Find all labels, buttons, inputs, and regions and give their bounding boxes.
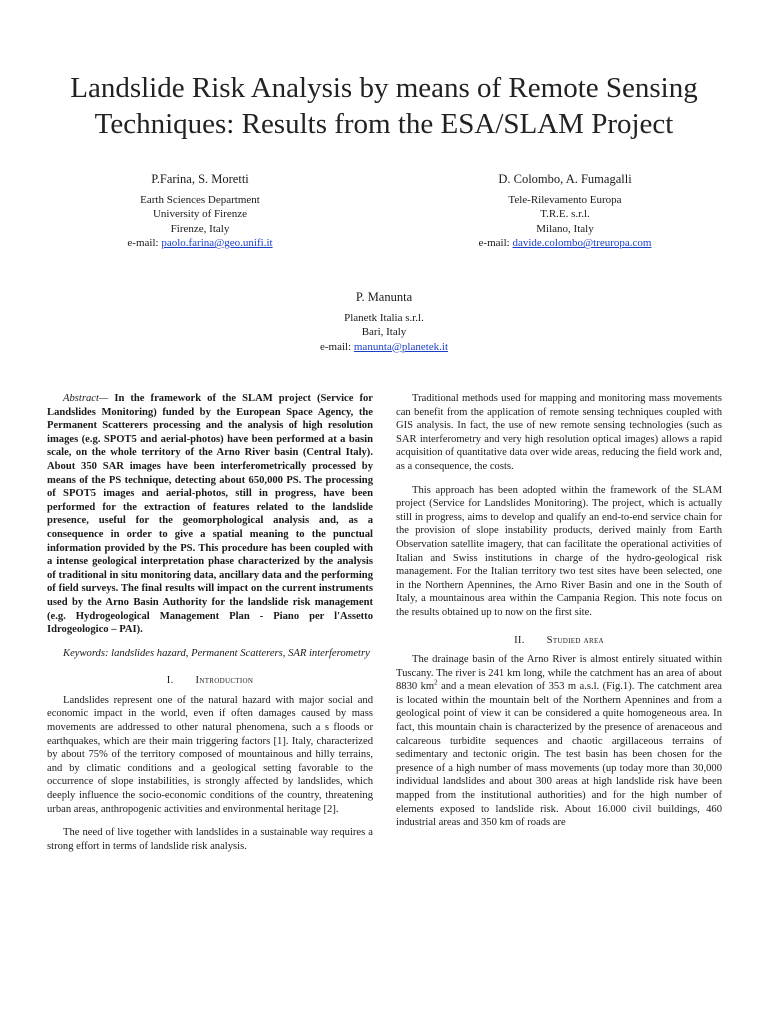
abstract-lead: Abstract— bbox=[63, 393, 109, 404]
author-block-farina bbox=[90, 172, 310, 251]
right-column bbox=[396, 392, 722, 830]
author-names: P.Farina, S. Moretti bbox=[151, 172, 249, 186]
section-heading-studied-area bbox=[396, 634, 722, 648]
email-link[interactable]: davide.colombo@treuropa.com bbox=[512, 237, 652, 249]
author-affiliation-line: Bari, Italy bbox=[361, 326, 407, 338]
author-affiliation-line: University of Firenze bbox=[152, 208, 248, 220]
author-names: P. Manunta bbox=[355, 290, 413, 304]
author-affiliation-line: Firenze, Italy bbox=[170, 222, 230, 235]
left-column bbox=[47, 392, 373, 853]
text-run: The drainage basin of the Arno River is almost entirely situated within Tuscany. The river is 241 km long, while the catchment has an area of about 8830 km bbox=[396, 654, 722, 693]
email-link[interactable]: paolo.farina@geo.unifi.it bbox=[161, 237, 273, 249]
section-number: II. bbox=[514, 634, 525, 646]
author-email-line bbox=[455, 236, 675, 251]
author-block-colombo bbox=[455, 172, 675, 251]
email-label: e-mail: bbox=[127, 237, 159, 249]
abstract bbox=[47, 392, 373, 637]
author-names: D. Colombo, A. Fumagalli bbox=[498, 172, 632, 186]
body-paragraph: Traditional methods used for mapping and monitoring mass movements can benefit from the application of remote sensing techniques coupled with GIS analysis. In fact, the use of new remote sensing technologies (such as SAR interferometry and very high resolution optical images) allows a rapid acquisition of quantitative data over wide areas, reducing the field work and, as a consequence, the costs. bbox=[396, 393, 722, 472]
author-affiliation-line: Tele-Rilevamento Europa bbox=[508, 193, 622, 206]
body-paragraph bbox=[396, 653, 722, 830]
author-email-line bbox=[90, 236, 310, 251]
author-affiliation-line: Earth Sciences Department bbox=[140, 193, 260, 206]
email-link[interactable]: manunta@planetek.it bbox=[353, 340, 449, 353]
body-paragraph: This approach has been adopted within the framework of the SLAM project (Service for Landslides Monitoring). The project, which is actually still in progress, aims to develop and qualify an end-to-end service chain for the provision of slope instability products, derived mainly from Earth Observation satellite imagery, that can facilitate the operational activities of Italian and Swiss institutions in charge of the hydro-geological risk management. For the Italian territory two test sites have been selected, one in the Northern Apennines, the Arno River Basin and one in the South of Italy, a mountainous area within the Campania Region. This note focus on the results obtained up to now on the first site. bbox=[396, 484, 722, 618]
body-paragraph: Landslides represent one of the natural hazard with major social and economic impact in the world, even if often damages caused by mass movements are addressed to other natural phenomena, such a s floods or earthquakes, which are their main triggering factors [1]. Italy, characterized by about 75% of the territory composed of mountainous and hilly terrains, and by climatic conditions and a geological setting favorable to the occurrence of slope instabilities, is strongly affected by landslides, which deeply influence the socio-economic conditions of the country, threatening urban areas, anthropogenic activities and environmental heritage [2]. bbox=[47, 694, 373, 815]
author-affiliation-line: T.R.E. s.r.l. bbox=[540, 208, 590, 220]
section-title: Studied area bbox=[546, 634, 604, 646]
author-affiliation-line: Planetk Italia s.r.l. bbox=[344, 311, 424, 324]
section-number: I. bbox=[166, 675, 174, 687]
section-title: Introduction bbox=[195, 675, 254, 687]
email-label: e-mail: bbox=[478, 237, 510, 249]
email-label: e-mail: bbox=[319, 340, 352, 353]
body-paragraph: The need of live together with landslides in a sustainable way requires a strong effort in terms of landslide risk analysis. bbox=[47, 827, 373, 852]
section-heading-introduction bbox=[47, 674, 373, 688]
paper-title: Landslide Risk Analysis by means of Remote Sensing Techniques: Results from the ESA/SLAM Project bbox=[70, 72, 698, 140]
author-block-manunta bbox=[274, 290, 494, 354]
keywords: Keywords: landslides hazard, Permanent Scatterers, SAR interferometry bbox=[63, 647, 370, 659]
author-affiliation-line: Milano, Italy bbox=[536, 222, 594, 235]
text-run: and a mean elevation of 353 m a.s.l. (Fig.1). The catchment area is located within the mountain belt of the Northern Apennines and from a geological point of view it can be considered a quite homogeneous area. In fact, this mountain chain is characterized by the presence of arenaceous and calcareous turbidite sequences and chaotic argillaceous terrains of sedimentary and tectonic origin. The test basin has been chosen for the presence of a high number of mass movements (up today more than 30,000 individual landslides and about 300 areas at high landslide risk have been mapped from the institutional authorities) and for the high number of elements exposed to landslide risk. About 16.000 civil buildings, 460 industrial areas and 350 km of roads are bbox=[396, 681, 723, 829]
author-email-line bbox=[274, 340, 494, 355]
abstract-body: In the framework of the SLAM project (Service for Landslides Monitoring) funded by the European Space Agency, the Permanent Scatterers processing and the analysis of high resolution images (e.g. SPOT5 and aerial-photos) have been performed at a basin scale, on the whole territory of the Arno River basin (Central Italy). About 350 SAR images have been interferometrically processed by means of the PS technique, detecting about 650,000 PS. The processing of SPOT5 images and aerial-photos, still in progress, have been performed for the extraction of features related to the landslide presence, useful for the geomorphological analysis and, as a consequence in order to give a spatial meaning to the punctual information provided by the PS. This procedure has been coupled with a intense geological interpretation phase characterized by the analysis of traditional in situ monitoring data, ancillary data and the performing of field surveys. The final results will impact on the current instruments used by the Arno Basin Authority for the landslide risk management (e.g. Hydrogeological Management Plan - Piano per l'Assetto Idrogeologico – PAI). bbox=[47, 393, 373, 636]
superscript: 2 bbox=[434, 678, 438, 687]
